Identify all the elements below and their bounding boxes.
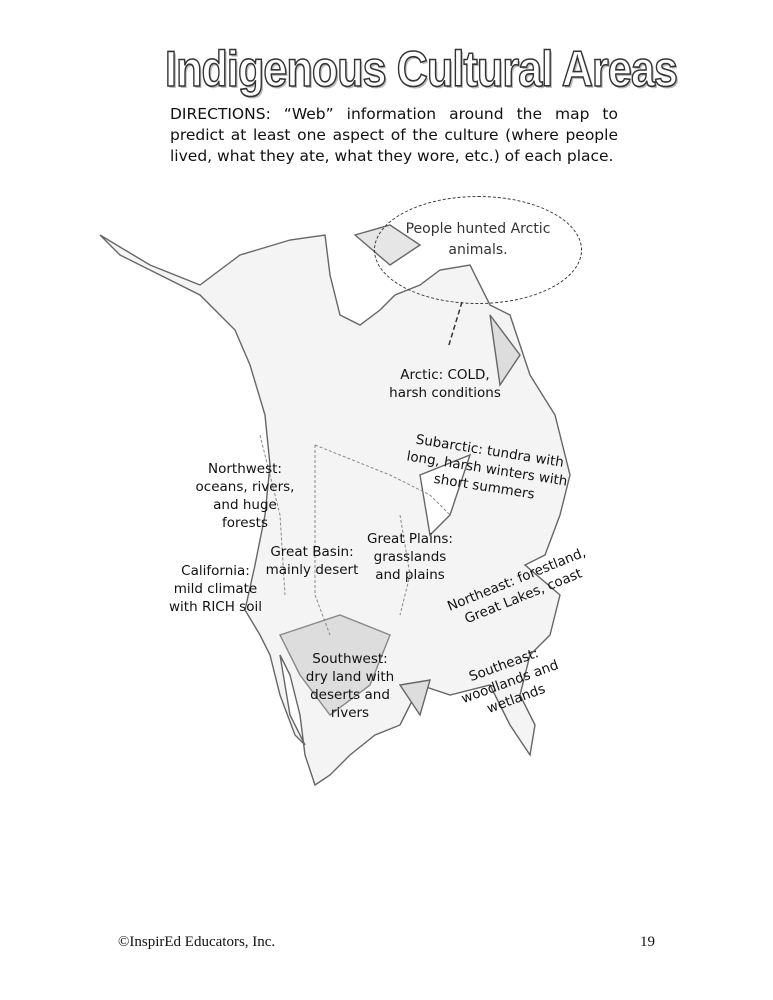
- label-southeast: Southeast: woodlands and wetlands: [459, 645, 561, 717]
- directions: [170, 104, 618, 167]
- label-northeast: Northeast: forestland, Great Lakes, coast: [445, 544, 589, 628]
- bubble-connector: [440, 300, 470, 350]
- label-great-basin: Great Basin: mainly desert: [265, 544, 359, 578]
- label-southwest: Southwest: dry land with deserts and rivers: [305, 651, 395, 721]
- label-subarctic: Subarctic: tundra with long, harsh winters with short summers: [405, 431, 569, 503]
- label-california: California: mild climate with RICH soil: [169, 563, 262, 615]
- label-arctic: Arctic: COLD, harsh conditions: [389, 367, 501, 401]
- copyright: ©InspirEd Educators, Inc.: [118, 934, 276, 950]
- label-great-plains: Great Plains: grasslands and plains: [367, 531, 453, 583]
- directions-text: : “Web” information around the map to predict at least one aspect of the culture (where people lived, what they ate, what they wore, etc.) of each place.: [170, 105, 618, 165]
- web-bubble: [374, 196, 582, 304]
- bubble-text: People hunted Arctic animals.: [405, 221, 551, 258]
- directions-label: DIRECTIONS: [170, 105, 266, 123]
- page-number: 19: [640, 934, 655, 950]
- page-title: Indigenous Cultural Areas: [165, 41, 678, 97]
- north-america-map: [90, 215, 590, 815]
- label-northwest: Northwest: oceans, rivers, and huge forests: [195, 461, 295, 531]
